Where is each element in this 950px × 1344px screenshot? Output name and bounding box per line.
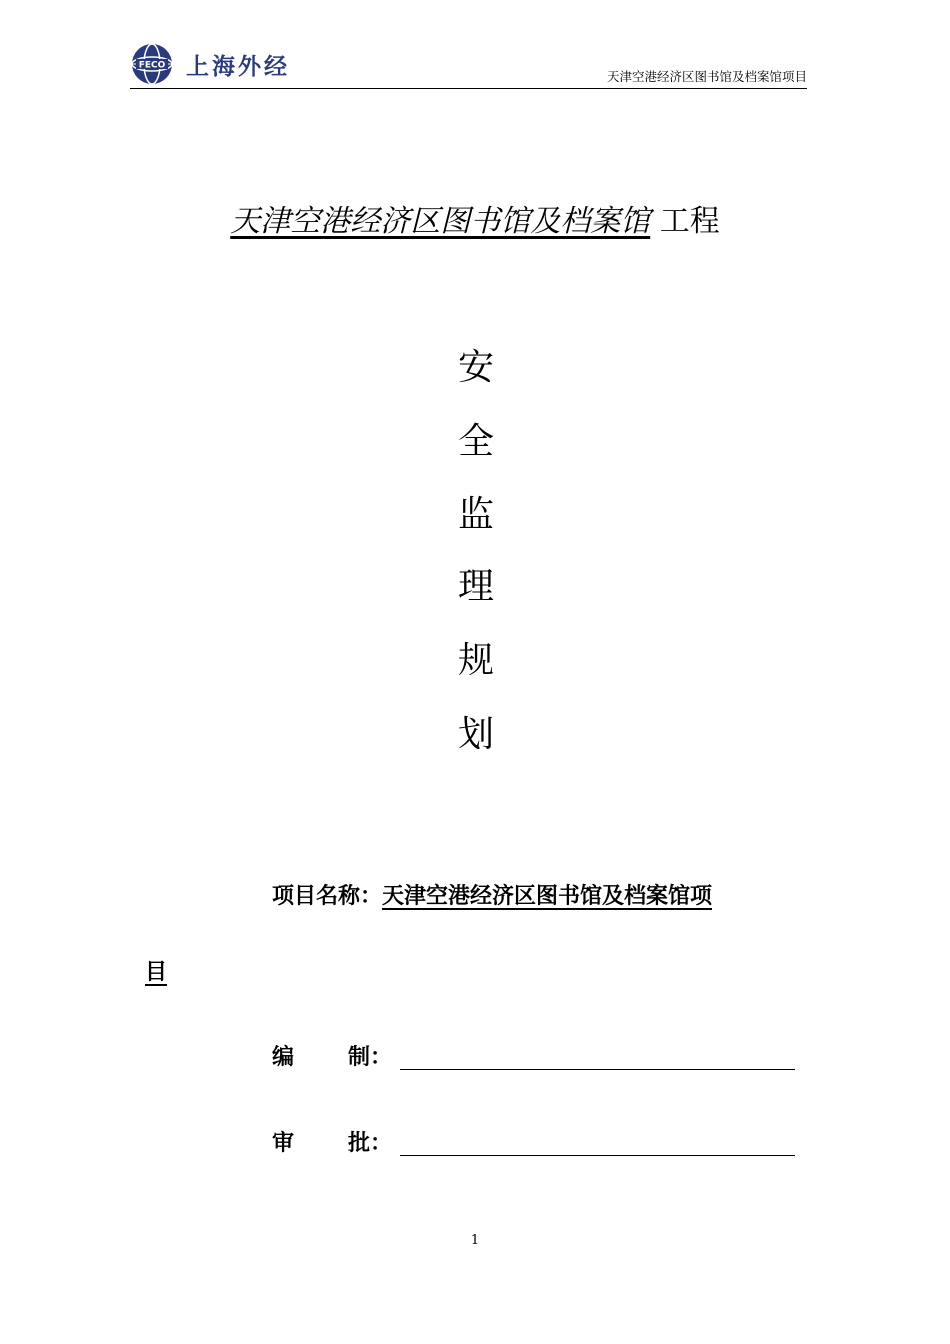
approver-label-2: 批： xyxy=(348,1131,393,1156)
doc-type-char-5: 规 xyxy=(457,640,494,681)
cover-project-name: 天津空港经济区图书馆及档案馆 xyxy=(230,204,651,239)
page-header xyxy=(130,38,807,89)
project-name-line xyxy=(272,882,712,912)
compiler-blank-line xyxy=(400,1069,795,1070)
compiler-label-2: 制： xyxy=(348,1045,393,1070)
doc-type-char-3: 监 xyxy=(457,494,494,535)
doc-type-char-1: 安 xyxy=(457,347,494,388)
project-name-value: 天津空港经济区图书馆及档案馆项 xyxy=(382,884,713,909)
cover-project-title xyxy=(0,200,950,244)
project-name-label: 项目名称： xyxy=(272,884,383,909)
doc-type-char-2: 全 xyxy=(457,421,494,462)
page-number: 1 xyxy=(470,1233,480,1248)
approver-blank-line xyxy=(400,1155,795,1156)
doc-type-char-6: 划 xyxy=(457,714,494,755)
compiler-label-1: 编 xyxy=(272,1045,295,1070)
logo-text: 上海外经 xyxy=(186,53,290,80)
project-name-value-cont: 目 xyxy=(145,960,168,985)
doc-type-char-4: 理 xyxy=(457,566,494,607)
project-name-continuation xyxy=(145,958,167,988)
company-logo xyxy=(130,42,290,86)
cover-project-suffix: 工程 xyxy=(659,204,720,239)
header-title: 天津空港经济区图书馆及档案馆项目 xyxy=(606,69,807,84)
approver-label-1: 审 xyxy=(272,1131,295,1156)
logo-badge-text: FECO xyxy=(138,60,166,71)
globe-logo-icon xyxy=(130,42,174,86)
